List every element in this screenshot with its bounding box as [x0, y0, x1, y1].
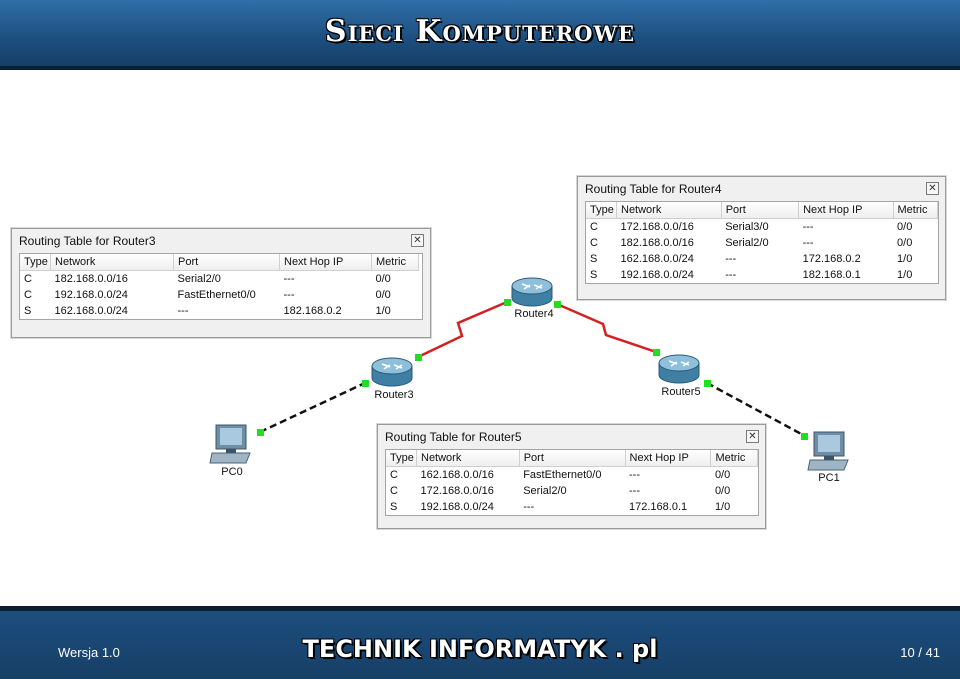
close-icon[interactable]: ✕ [411, 234, 424, 247]
routing-table-window-router3[interactable] [11, 228, 431, 338]
column-header-port[interactable]: Port [519, 450, 625, 467]
cell-port: --- [523, 501, 535, 513]
table-row [586, 251, 938, 267]
serial-link-router4-router5 [557, 304, 656, 352]
cell-next-hop: --- [802, 221, 814, 233]
pc-icon [210, 425, 250, 463]
column-header-network[interactable]: Network [417, 450, 520, 467]
cell-type: S [590, 269, 598, 281]
table-row [586, 235, 938, 251]
cell-port: Serial3/0 [725, 221, 769, 233]
cell-type: C [390, 469, 398, 481]
close-icon[interactable]: ✕ [746, 430, 759, 443]
cell-network: 162.168.0.0/16 [420, 469, 494, 481]
version-label: Wersja 1.0 [58, 645, 120, 660]
column-header-port[interactable]: Port [174, 254, 280, 271]
router-icon [372, 358, 412, 386]
cell-network: 162.168.0.0/24 [620, 253, 694, 265]
table-row [20, 303, 419, 319]
cell-network: 182.168.0.0/16 [620, 237, 694, 249]
close-icon[interactable]: ✕ [926, 182, 939, 195]
column-header-type[interactable]: Type [20, 254, 51, 271]
column-header-next-hop[interactable]: Next Hop IP [280, 254, 372, 271]
routing-table [19, 253, 423, 320]
cell-port: FastEthernet0/0 [523, 469, 602, 481]
cell-metric: 1/0 [897, 269, 913, 281]
cell-type: C [590, 221, 598, 233]
cell-network: 162.168.0.0/24 [54, 305, 128, 317]
cell-next-hop: --- [283, 273, 295, 285]
cell-metric: 0/0 [714, 485, 731, 497]
routing-table-window-router5[interactable] [377, 424, 766, 529]
pc1-label: PC1 [818, 472, 840, 484]
cell-port: Serial2/0 [523, 485, 567, 497]
router-icon [659, 355, 699, 383]
cell-port: --- [177, 305, 189, 317]
brand-logo-text: TECHNIK INFORMATYK . pl [302, 635, 658, 663]
table-row [20, 287, 419, 303]
router4-label: Router4 [514, 308, 554, 320]
slide-title: Sieci Komputerowe [324, 14, 636, 49]
column-header-metric[interactable]: Metric [893, 202, 937, 219]
cell-port: --- [725, 269, 737, 281]
cell-type: S [590, 253, 598, 265]
cell-network: 172.168.0.0/16 [620, 221, 694, 233]
cell-type: C [390, 485, 398, 497]
pc-icon [808, 432, 848, 470]
column-header-network[interactable]: Network [51, 254, 174, 271]
cell-metric: 0/0 [714, 469, 731, 481]
cell-port: Serial2/0 [177, 273, 221, 285]
cell-port: Serial2/0 [725, 237, 769, 249]
ethernet-link-pc0-router3 [260, 383, 365, 432]
cell-type: C [24, 273, 32, 285]
cell-next-hop: 172.168.0.2 [802, 253, 861, 265]
page-number: 10 / 41 [900, 645, 940, 660]
cell-metric: 0/0 [375, 273, 391, 285]
cell-metric: 1/0 [375, 305, 391, 317]
table-row [386, 499, 758, 515]
column-header-metric[interactable]: Metric [711, 450, 758, 467]
column-header-metric[interactable]: Metric [372, 254, 419, 271]
cell-type: C [24, 289, 32, 301]
column-header-port[interactable]: Port [721, 202, 798, 219]
cell-network: 192.168.0.0/24 [420, 501, 494, 513]
footer-bar [0, 606, 960, 679]
cell-next-hop: --- [802, 237, 814, 249]
router3-label: Router3 [374, 389, 414, 401]
serial-link-router3-router4 [418, 302, 507, 357]
cell-port: FastEthernet0/0 [177, 289, 256, 301]
column-header-network[interactable]: Network [617, 202, 722, 219]
cell-metric: 0/0 [375, 289, 391, 301]
table-row [586, 267, 938, 283]
window-title: Routing Table for Router5 [385, 430, 522, 444]
routing-table [585, 201, 939, 284]
cell-next-hop: 172.168.0.1 [629, 501, 688, 513]
column-header-next-hop[interactable]: Next Hop IP [625, 450, 711, 467]
cell-metric: 0/0 [897, 221, 913, 233]
routing-table [385, 449, 759, 516]
column-header-type[interactable]: Type [386, 450, 417, 467]
routing-table-window-router4[interactable] [577, 176, 946, 300]
cell-metric: 1/0 [897, 253, 913, 265]
cell-port: --- [725, 253, 737, 265]
cell-network: 182.168.0.0/16 [54, 273, 128, 285]
cell-type: S [390, 501, 398, 513]
cell-network: 192.168.0.0/24 [620, 269, 694, 281]
pc0-label: PC0 [221, 466, 243, 478]
cell-next-hop: --- [629, 485, 641, 497]
window-title: Routing Table for Router4 [585, 182, 722, 196]
router-icon [512, 278, 552, 306]
cell-network: 192.168.0.0/24 [54, 289, 128, 301]
table-row [386, 483, 758, 499]
table-row [386, 467, 758, 484]
cell-metric: 1/0 [714, 501, 731, 513]
router5-label: Router5 [661, 386, 701, 398]
column-header-next-hop[interactable]: Next Hop IP [799, 202, 893, 219]
cell-type: C [590, 237, 598, 249]
cell-next-hop: --- [629, 469, 641, 481]
cell-type: S [24, 305, 32, 317]
table-row [20, 271, 419, 288]
column-header-type[interactable]: Type [586, 202, 617, 219]
cell-next-hop: 182.168.0.2 [283, 305, 342, 317]
cell-next-hop: --- [283, 289, 295, 301]
cell-metric: 0/0 [897, 237, 913, 249]
window-title: Routing Table for Router3 [19, 234, 156, 248]
table-row [586, 219, 938, 236]
cell-next-hop: 182.168.0.1 [802, 269, 861, 281]
cell-network: 172.168.0.0/16 [420, 485, 494, 497]
